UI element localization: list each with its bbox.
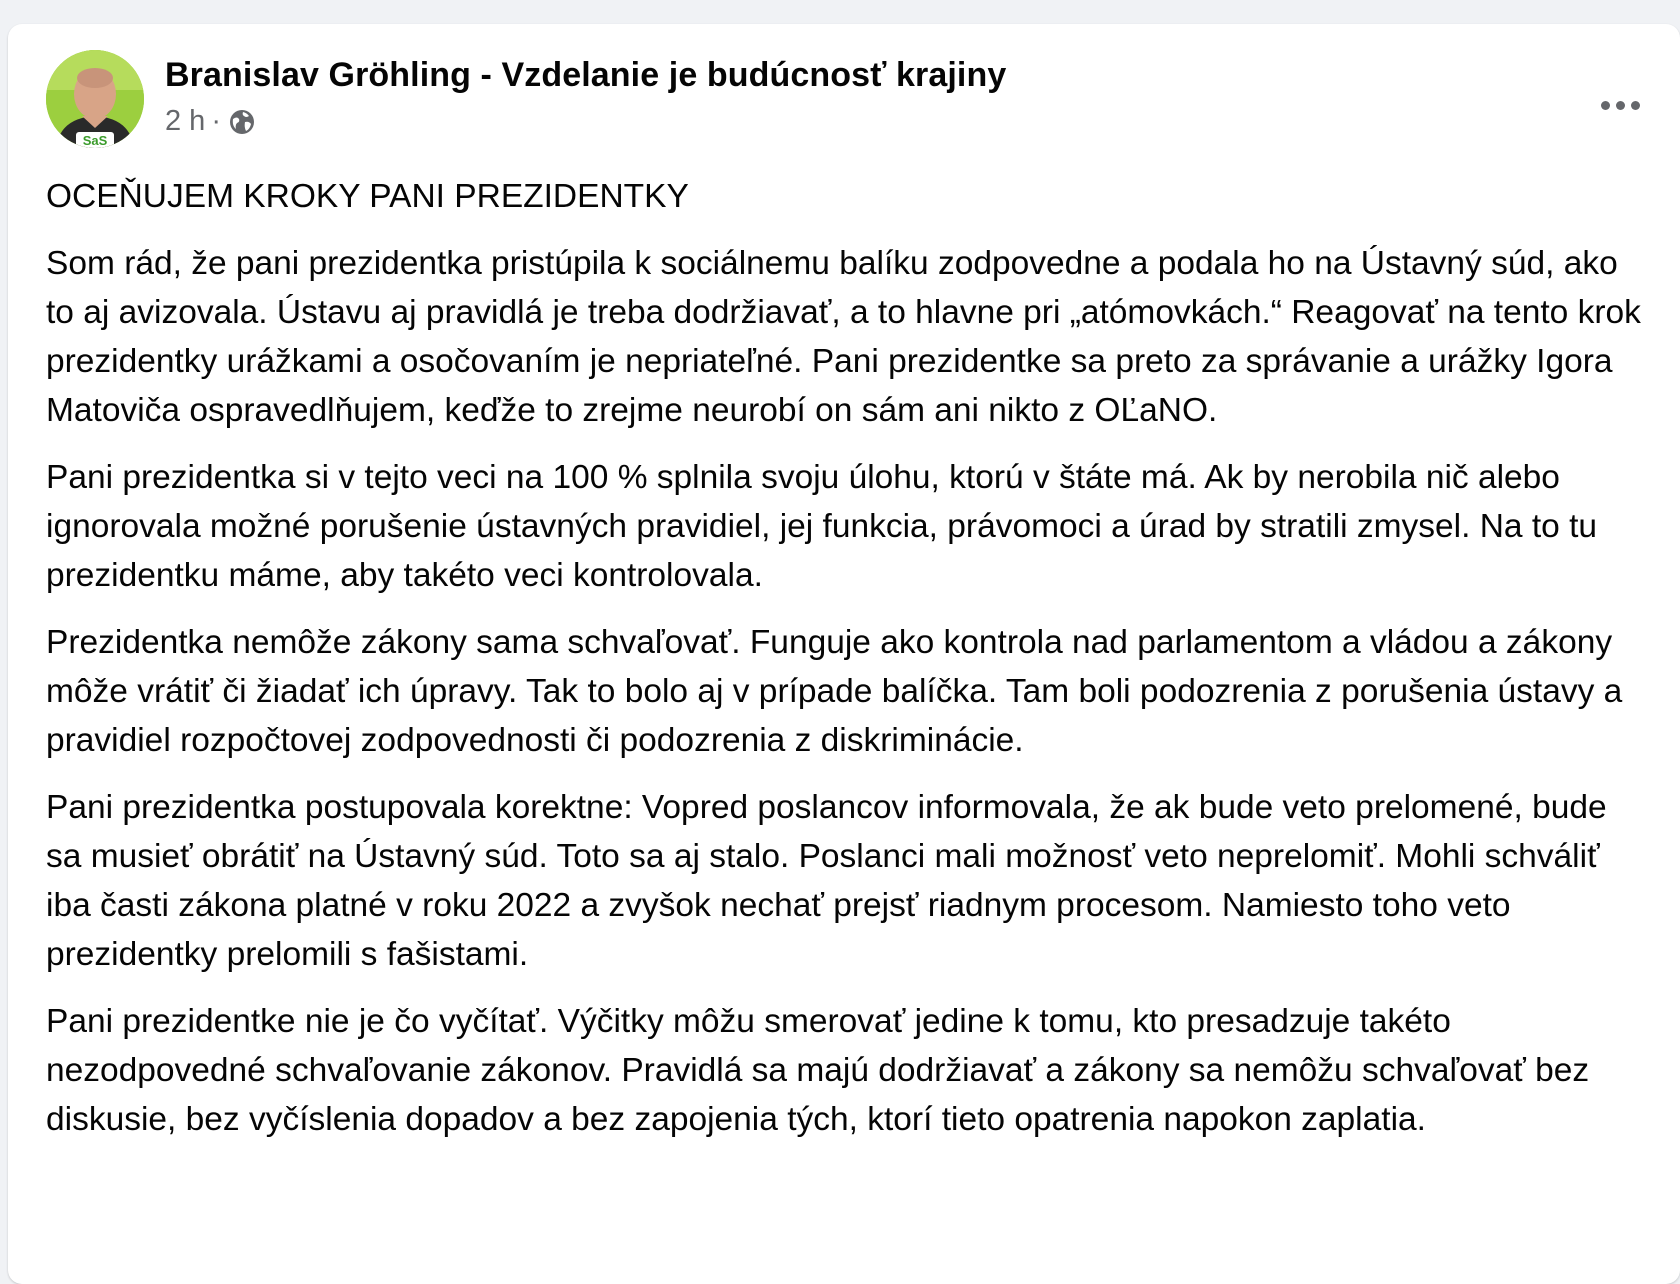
post-card: [8, 24, 1680, 1284]
post-paragraph: Pani prezidentka postupovala korektne: Vopred poslancov informovala, že ak bude veto prelomené, bude sa musieť obrátiť na Ústavný súd. Toto sa aj stalo. Poslanci mali možnosť veto neprelomiť. Mohli schváliť iba časti zákona platné v roku 2022 a zvyšok nechať prejsť riadnym procesom. Namiesto toho veto prezidentky prelomili s fašistami.: [46, 789, 1607, 973]
meta-separator: ·: [211, 105, 221, 137]
post-paragraph: Prezidentka nemôže zákony sama schvaľovať. Funguje ako kontrola nad parlamentom a vládou a zákony môže vrátiť či žiadať ich úpravy. Tak to bolo aj v prípade balíčka. Tam boli podozrenia z porušenia ústavy a pravidiel rozpočtovej zodpovednosti či podozrenia z diskriminácie.: [46, 624, 1623, 759]
more-options-button[interactable]: [1590, 86, 1650, 124]
more-options-icon: [1601, 101, 1640, 110]
avatar[interactable]: [46, 50, 144, 148]
author-block: [165, 56, 1006, 138]
post-paragraph: Som rád, že pani prezidentka pristúpila k sociálnemu balíku zodpovedne a podala ho na Ústavný súd, ako to aj avizovala. Ústavu aj pravidlá je treba dodržiavať, a to hlavne pri „atómovkách.“ Reagovať na tento krok prezidentky urážkami a osočovaním je nepriateľné. Pani prezidentke sa preto za správanie a urážky Igora Matoviča ospravedlňujem, keďže to zrejme neurobí on sám ani nikto z OĽaNO.: [46, 245, 1641, 429]
post-paragraph: Pani prezidentke nie je čo vyčítať. Výčitky môžu smerovať jedine k tomu, kto presadzuje takéto nezodpovedné schvaľovanie zákonov. Pravidlá sa majú dodržiavať a zákony sa nemôžu schvaľovať bez diskusie, bez vyčíslenia dopadov a bez zapojenia tých, ktorí tieto opatrenia napokon zaplatia.: [46, 1003, 1590, 1138]
author-name[interactable]: Branislav Gröhling - Vzdelanie je budúcnosť krajiny: [165, 56, 1007, 94]
globe-icon[interactable]: [227, 107, 257, 137]
post-header: [46, 50, 1680, 150]
post-paragraph: Pani prezidentka si v tejto veci na 100 % splnila svoju úlohu, ktorú v štáte má. Ak by nerobila nič alebo ignorovala možné porušenie ústavných pravidiel, jej funkcia, právomoci a úrad by stratili zmysel. Na to tu prezidentku máme, aby takéto veci kontrolovala.: [46, 459, 1598, 594]
post-title: OCEŇUJEM KROKY PANI PREZIDENTKY: [46, 178, 689, 215]
post-body: [46, 172, 1646, 1162]
post-time[interactable]: 2 h: [165, 105, 206, 137]
post-meta: [165, 105, 1006, 138]
avatar-image: [46, 50, 144, 148]
avatar-badge: SaS: [82, 133, 108, 148]
